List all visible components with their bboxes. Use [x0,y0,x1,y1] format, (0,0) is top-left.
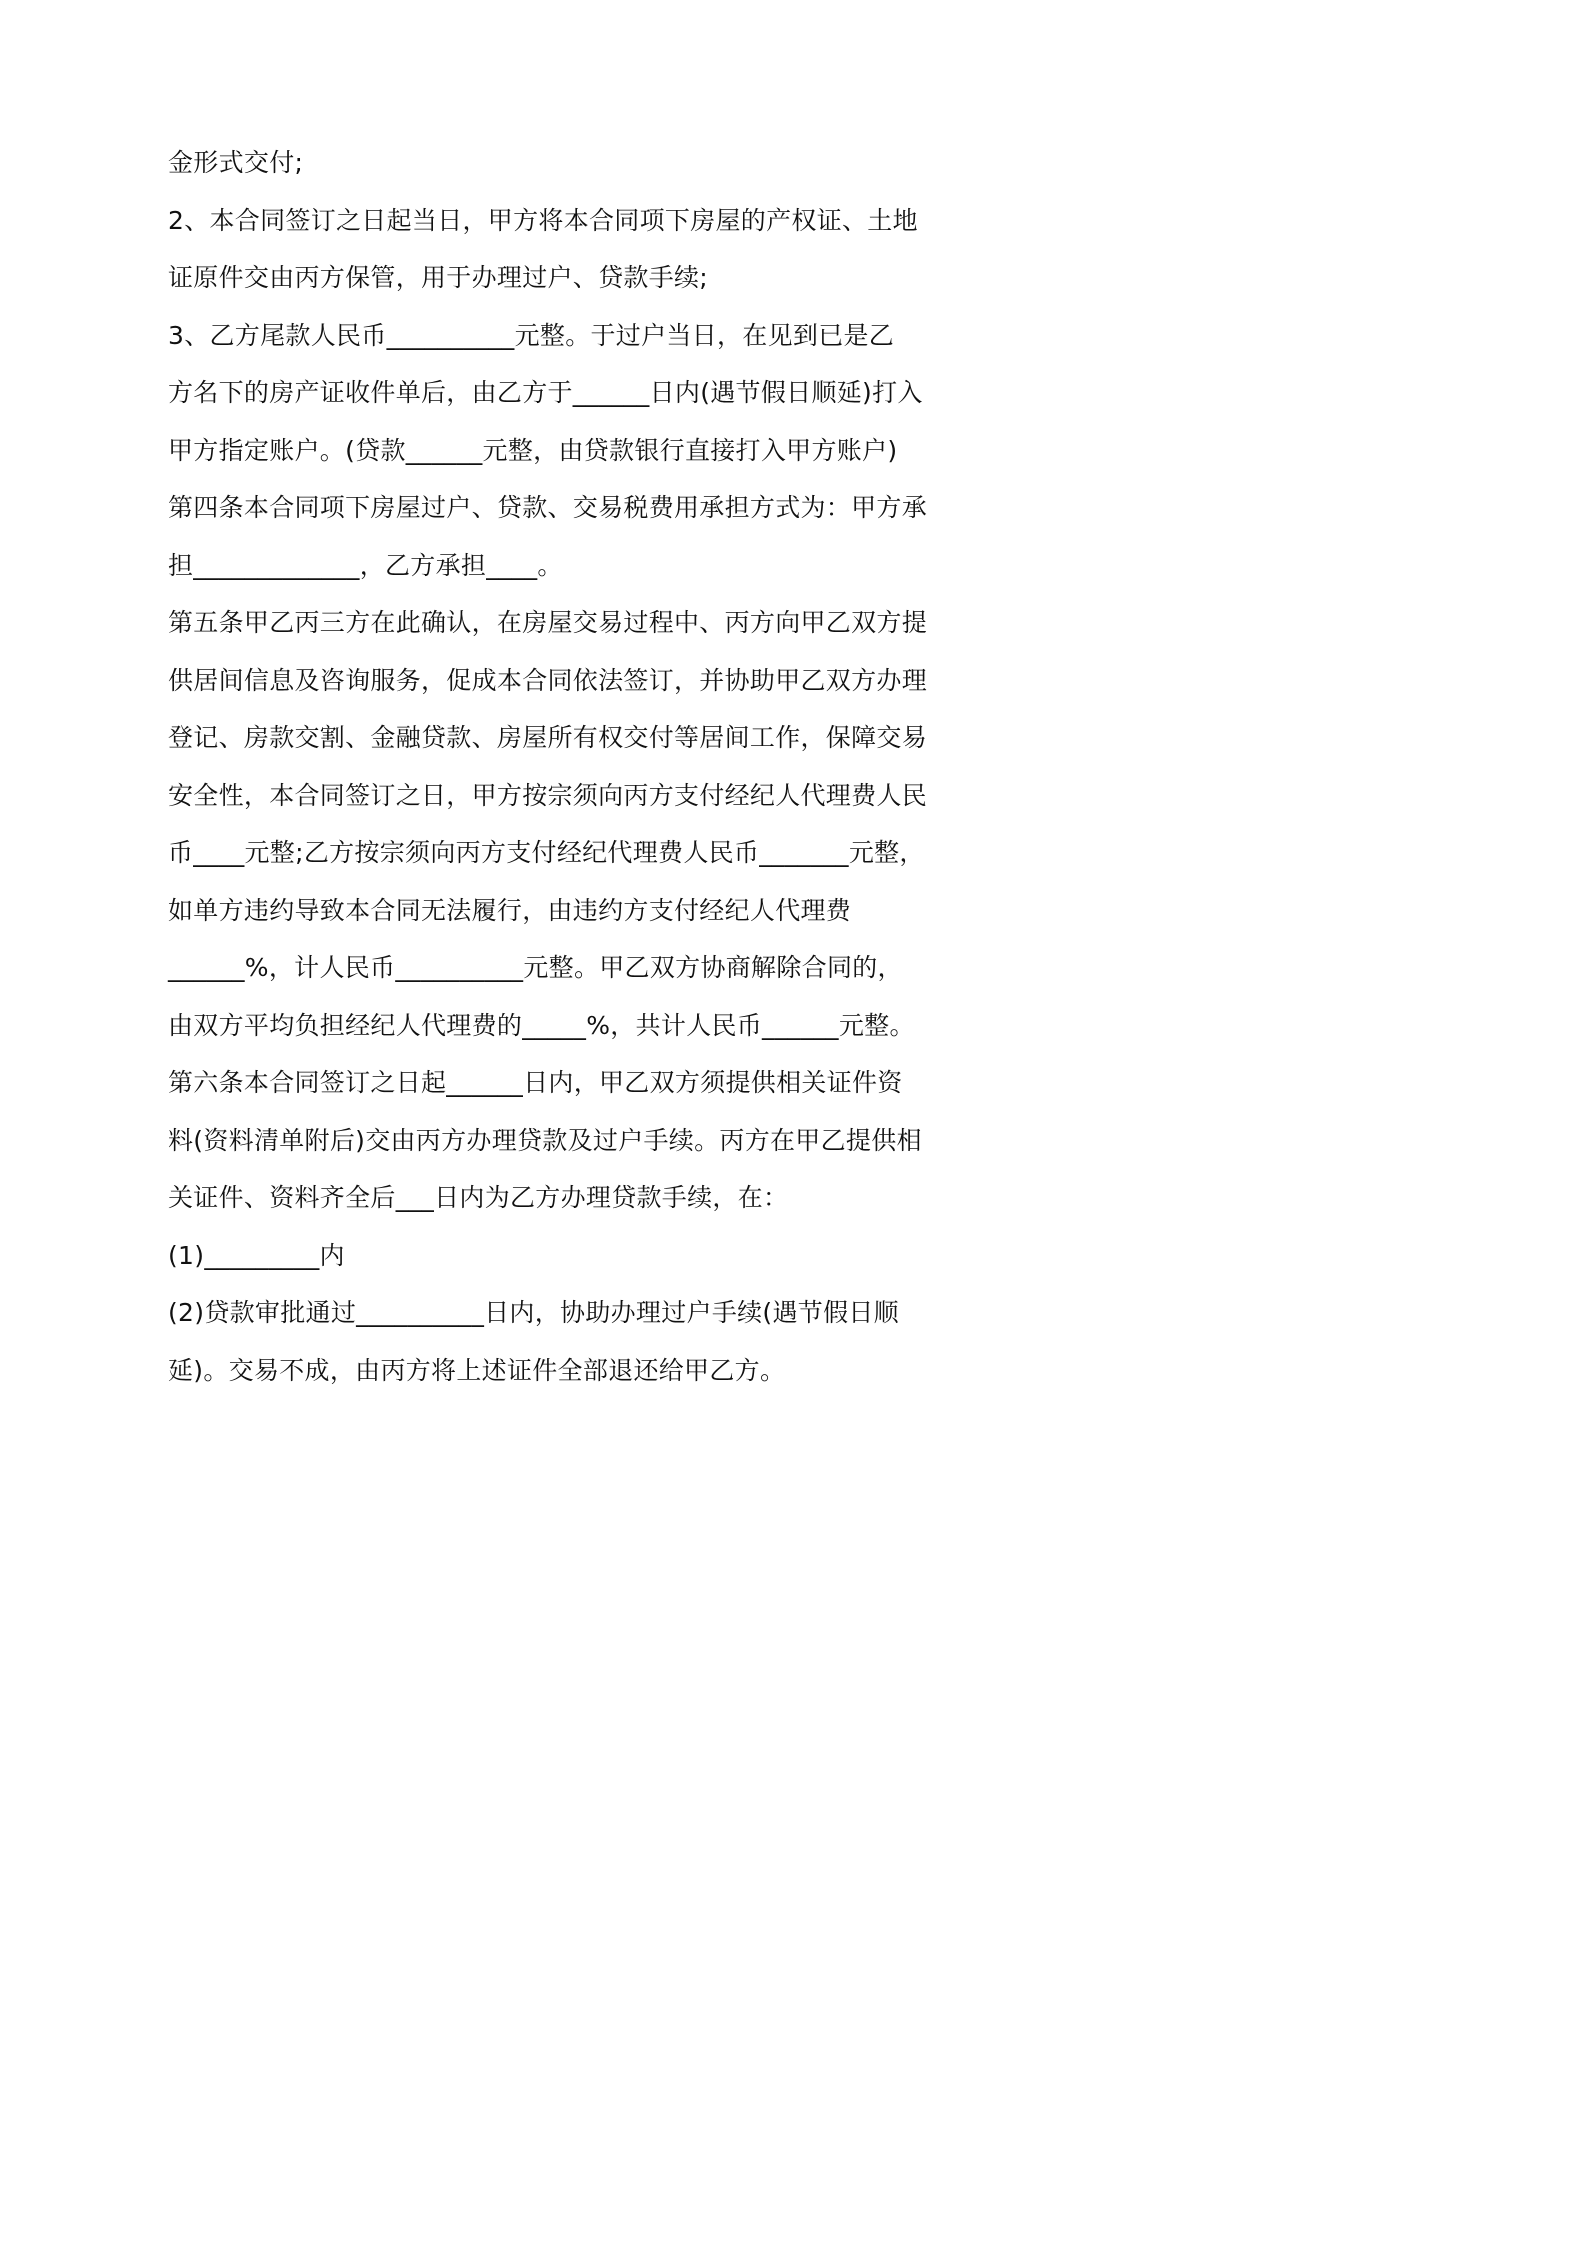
text-line: 如单方违约导致本合同无法履行，由违约方支付经纪人代理费 [168,895,852,925]
text-line: 2、本合同签订之日起当日，甲方将本合同项下房屋的产权证、土地 [168,205,918,235]
text-line: 3、乙方尾款人民币__________元整。于过户当日，在见到已是乙 [168,320,895,350]
text-line: 延)。交易不成，由丙方将上述证件全部退还给甲乙方。 [168,1355,786,1385]
text-line: 担_____________，乙方承担____。 [168,550,563,580]
text-line: 第四条本合同项下房屋过户、贷款、交易税费用承担方式为：甲方承 [168,493,928,522]
text-line: 第六条本合同签订之日起______日内，甲乙双方须提供相关证件资 [168,1068,903,1097]
text-line: 关证件、资料齐全后___日内为乙方办理贷款手续，在： [168,1183,789,1212]
text-line: 料(资料清单附后)交由丙方办理贷款及过户手续。丙方在甲乙提供相 [168,1125,922,1155]
text-line: 登记、房款交割、金融贷款、房屋所有权交付等居间工作，保障交易 [168,723,928,752]
text-line: ______%，计人民币__________元整。甲乙双方协商解除合同的， [168,953,903,982]
text-line: 第五条甲乙丙三方在此确认，在房屋交易过程中、丙方向甲乙双方提 [168,608,928,637]
text-line: (2)贷款审批通过__________日内，协助办理过户手续(遇节假日顺 [168,1298,899,1327]
contract-body-text [168,134,968,1399]
text-line: 币____元整;乙方按宗须向丙方支付经纪代理费人民币_______元整， [168,838,925,867]
text-line: 由双方平均负担经纪人代理费的_____%，共计人民币______元整。 [168,1010,915,1040]
text-line: 方名下的房产证收件单后，由乙方于______日内(遇节假日顺延)打入 [168,378,923,407]
text-line: 证原件交由丙方保管，用于办理过户、贷款手续; [168,263,709,292]
text-line: 供居间信息及咨询服务，促成本合同依法签订，并协助甲乙双方办理 [168,665,928,695]
text-line: 安全性，本合同签订之日，甲方按宗须向丙方支付经纪人代理费人民 [168,780,928,810]
text-line: (1)_________内 [168,1240,345,1270]
document-page [0,0,1104,1561]
text-line: 甲方指定账户。(贷款______元整，由贷款银行直接打入甲方账户) [168,435,898,465]
text-line: 金形式交付; [168,148,304,177]
